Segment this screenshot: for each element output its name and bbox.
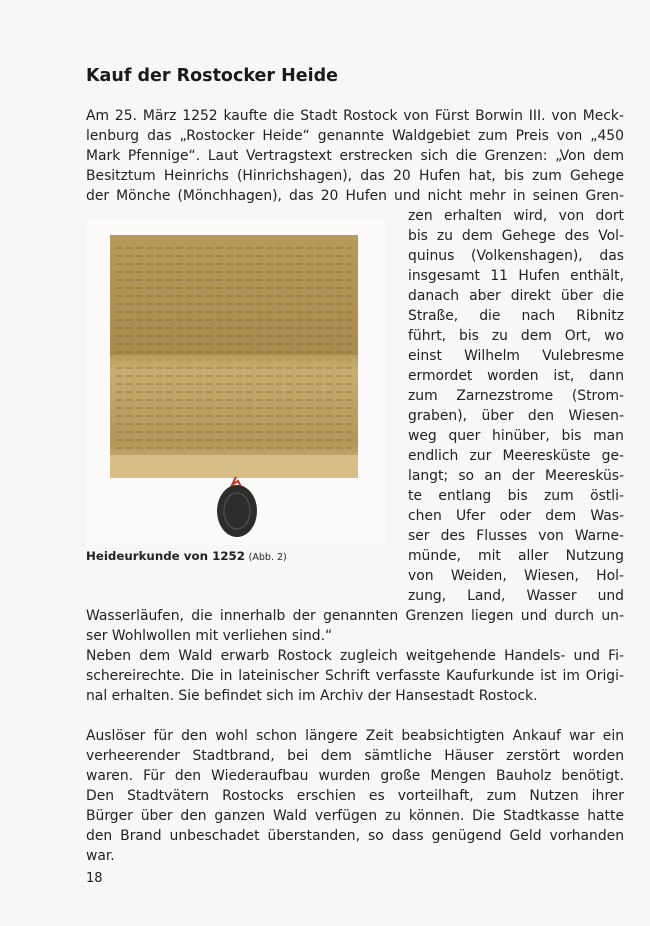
text-line: ser Wohlwollen mit verliehen sind.“	[86, 628, 333, 644]
page-number: 18	[86, 871, 103, 886]
text-line: führt, bis zu dem Ort, wo	[408, 328, 624, 344]
text-line: ermordet worden ist, dann	[408, 368, 624, 384]
text-line: weg quer hinüber, bis man	[408, 428, 624, 444]
charter-illustration	[86, 219, 386, 545]
text-line: Neben dem Wald erwarb Rostock zugleich weitgehende Handels- und Fi-	[86, 648, 624, 664]
text-line: ser des Flusses von Warne-	[408, 528, 624, 544]
text-line: schereirechte. Die in lateinischer Schrift verfasste Kaufurkunde ist im Origi-	[86, 668, 624, 684]
text-line: te entlang bis zum östli-	[408, 488, 624, 504]
text-line: langt; so an der Meeresküs-	[408, 468, 624, 484]
text-line: waren. Für den Wiederaufbau wurden große Mengen Bauholz benötigt.	[86, 768, 624, 784]
text-line: chen Ufer oder dem Was-	[408, 508, 624, 524]
text-line: münde, mit aller Nutzung	[408, 548, 624, 564]
text-line: bis zu dem Gehege des Vol-	[408, 228, 624, 244]
text-line: Besitztum Heinrichs (Hinrichshagen), das 20 Hufen hat, bis zum Gehege	[86, 168, 624, 184]
text-line: zum Zarnezstrome (Strom-	[408, 388, 624, 404]
text-line: Straße, die nach Ribnitz	[408, 308, 624, 324]
text-line: den Brand unbeschadet überstanden, so dass genügend Geld vorhanden	[86, 828, 624, 844]
text-line: graben), über den Wiesen-	[408, 408, 624, 424]
text-line: verheerender Stadtbrand, bei dem sämtliche Häuser zerstört worden	[86, 748, 624, 764]
text-line: insgesamt 11 Hufen enthält,	[408, 268, 624, 284]
figure-caption	[86, 548, 287, 566]
text-line: Wasserläufen, die innerhalb der genannten Grenzen liegen und durch un-	[86, 608, 624, 624]
text-line: Am 25. März 1252 kaufte die Stadt Rostock von Fürst Borwin III. von Meck-	[86, 108, 624, 124]
text-line: lenburg das „Rostocker Heide“ genannte Waldgebiet zum Preis von „450	[86, 128, 624, 144]
text-line: Auslöser für den wohl schon längere Zeit beabsichtigten Ankauf war ein	[86, 728, 624, 744]
text-line: der Mönche (Mönchhagen), das 20 Hufen und nicht mehr in seinen Gren-	[86, 188, 624, 204]
caption-ref: (Abb. 2)	[248, 552, 287, 563]
text-line: zen erhalten wird, von dort	[408, 208, 624, 224]
text-line: war.	[86, 848, 115, 864]
text-line: Bürger über den ganzen Wald verfügen zu können. Die Stadtkasse hatte	[86, 808, 624, 824]
page-title: Kauf der Rostocker Heide	[86, 66, 338, 86]
text-line: nal erhalten. Sie befindet sich im Archiv der Hansestadt Rostock.	[86, 688, 538, 704]
charter-image	[86, 219, 386, 545]
script-lines	[116, 243, 352, 457]
text-line: endlich zur Meeresküste ge-	[408, 448, 624, 464]
text-line: Den Stadtvätern Rostocks erschien es vorteilhaft, zum Nutzen ihrer	[86, 788, 624, 804]
text-line: von Weiden, Wiesen, Hol-	[408, 568, 624, 584]
caption-title: Heideurkunde von 1252	[86, 549, 245, 563]
text-line: danach aber direkt über die	[408, 288, 624, 304]
text-line: zung, Land, Wasser und	[408, 588, 624, 604]
text-line: Mark Pfennige“. Laut Vertragstext erstrecken sich die Grenzen: „Von dem	[86, 148, 624, 164]
text-line: quinus (Volkenshagen), das	[408, 248, 624, 264]
text-line: einst Wilhelm Vulebresme	[408, 348, 624, 364]
